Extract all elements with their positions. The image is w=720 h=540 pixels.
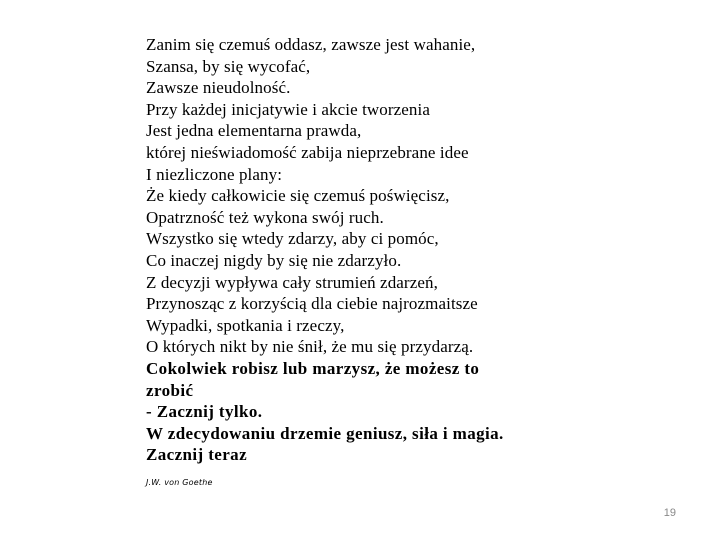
- poem-line: Cokolwiek robisz lub marzysz, że możesz to: [146, 358, 480, 378]
- poem-text: [146, 34, 706, 466]
- poem-line: zrobić: [146, 380, 194, 400]
- poem-line: której nieświadomość zabija nieprzebrane idee: [146, 142, 469, 162]
- poem-line: Przynosząc z korzyścią dla ciebie najrozmaitsze: [146, 294, 478, 314]
- poem-line: - Zacznij tylko.: [146, 402, 263, 422]
- poem-line: Wypadki, spotkania i rzeczy,: [146, 315, 345, 335]
- poem-line: Z decyzji wypływa cały strumień zdarzeń,: [146, 272, 438, 292]
- poem-line: Szansa, by się wycofać,: [146, 56, 311, 76]
- page-number: 19: [663, 507, 676, 519]
- author-attribution: J.W. von Goethe: [146, 478, 213, 487]
- poem-line: Wszystko się wtedy zdarzy, aby ci pomóc,: [146, 229, 439, 249]
- poem-line: Zanim się czemuś oddasz, zawsze jest wahanie,: [146, 35, 476, 54]
- poem-line: Że kiedy całkowicie się czemuś poświęcisz,: [146, 186, 450, 206]
- poem-line: I niezliczone plany:: [146, 164, 283, 184]
- poem-line: Zacznij teraz: [146, 445, 248, 465]
- poem-line: Zawsze nieudolność.: [146, 78, 291, 98]
- poem-line: Przy każdej inicjatywie i akcie tworzenia: [146, 99, 431, 119]
- poem-line: O których nikt by nie śnił, że mu się przydarzą.: [146, 337, 474, 357]
- poem-line: W zdecydowaniu drzemie geniusz, siła i magia.: [146, 423, 504, 443]
- poem-line: Jest jedna elementarna prawda,: [146, 121, 362, 141]
- poem-line: Co inaczej nigdy by się nie zdarzyło.: [146, 250, 402, 270]
- poem-line: Opatrzność też wykona swój ruch.: [146, 207, 384, 227]
